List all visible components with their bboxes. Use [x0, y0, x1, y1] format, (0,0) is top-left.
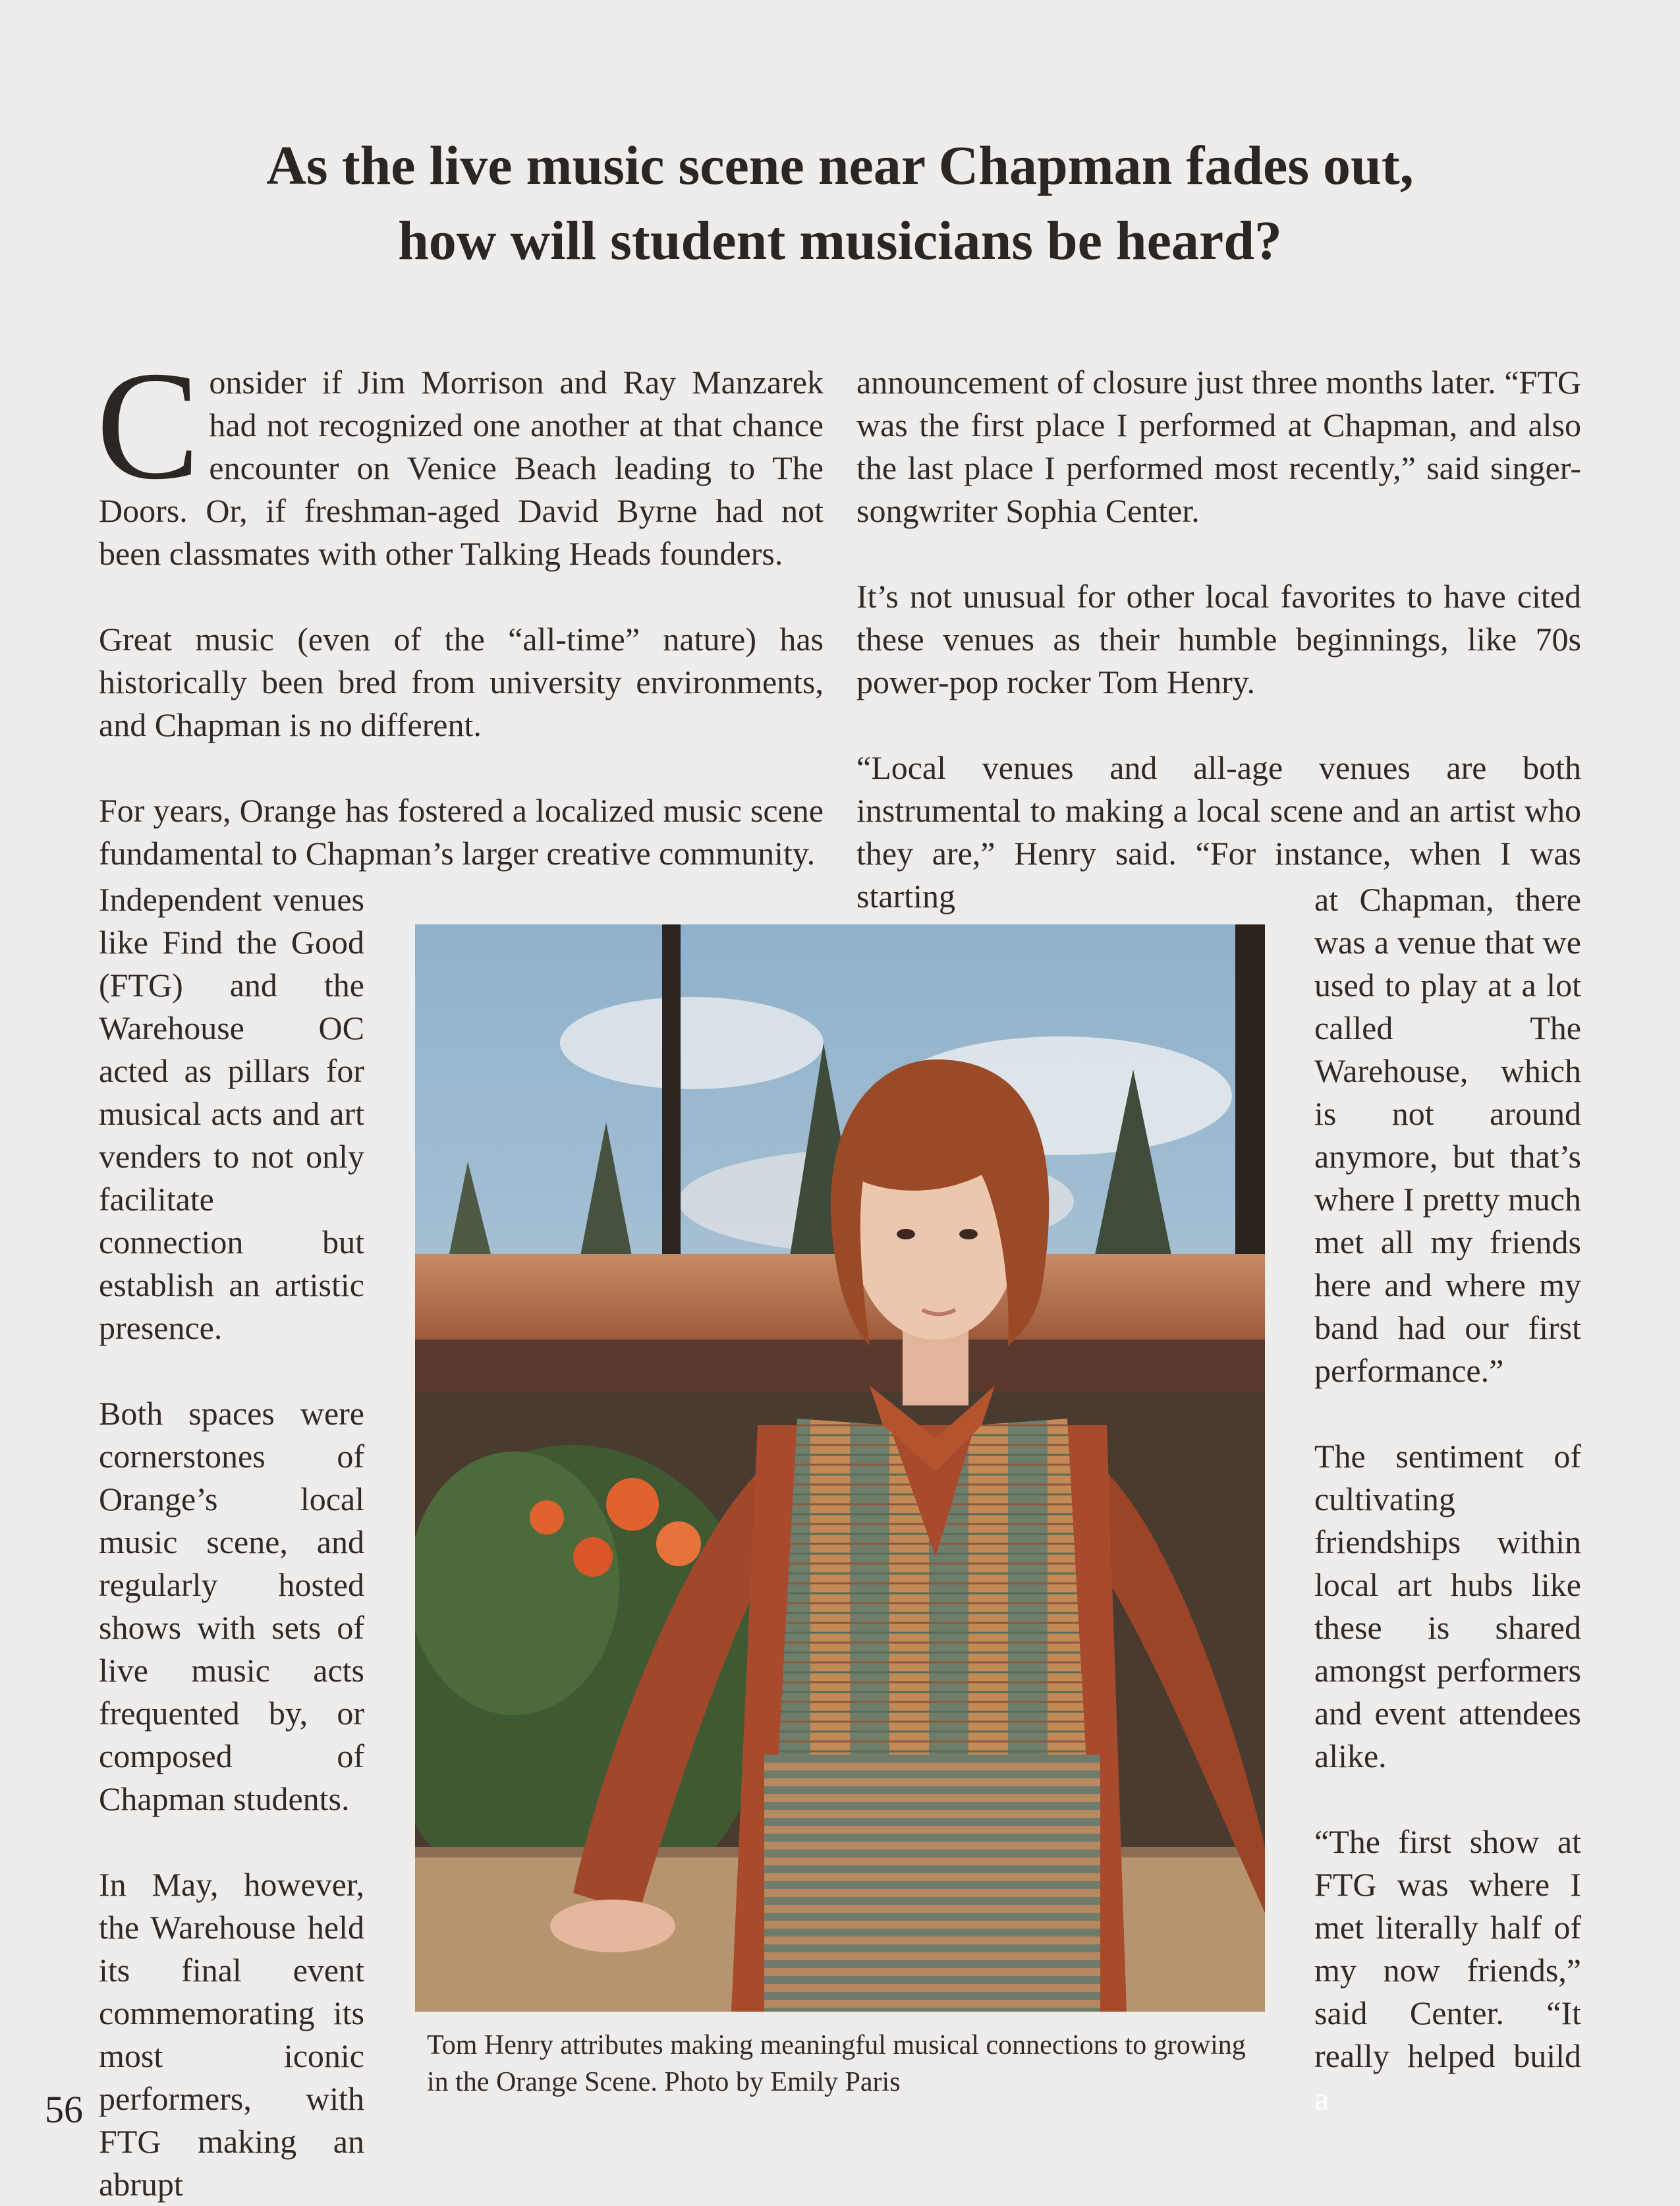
paragraph [96, 340, 824, 575]
headline-line-1: As the live music scene near Chapman fades out, [266, 135, 1414, 196]
paragraph [1314, 1821, 1581, 2120]
paragraph: Great music (even of the “all-time” nature) has historically been bred from university environments, and Chapman is no different. [99, 621, 824, 743]
paragraph: at Chapman, there was a venue that we used to play at a lot called The Warehouse, which is not around anymore, but that’s where I pretty much met all my friends here and where my band had our first performance.” [1314, 881, 1581, 1389]
headline [0, 128, 1680, 279]
paragraph-text: onsider if Jim Morrison and Ray Manzarek had not recognized one another at that chance encounter on Venice Beach leading to The Doors. Or, if freshman-aged David Byrne had not been classmates with other Talking Heads founders. [99, 364, 824, 572]
page-number: 56 [45, 2088, 83, 2131]
column-left-narrow [99, 878, 364, 2206]
portrait-photo [415, 924, 1265, 2012]
paragraph: The sentiment of cultivating friendships within local art hubs like these is shared amongst performers and event attendees alike. [1314, 1438, 1581, 1774]
paragraph: Both spaces were cornerstones of Orange’s local music scene, and regularly hosted shows with sets of live music acts frequented by, or composed of Chapman students. [99, 1395, 364, 1817]
paragraph: In May, however, the Warehouse held its final event commemorating its most iconic performers, with FTG making an abrupt [99, 1866, 364, 2203]
headline-line-2: how will student musicians be heard? [398, 210, 1282, 271]
paragraph: “Local venues and all-age venues are both instrumental to making a local scene and an artist who they are,” Henry said. “For instance, when I was starting [856, 749, 1581, 915]
paragraph: Independent venues like Find the Good (FTG) and the Warehouse OC acted as pillars for musical acts and art venders to not only facilitate connection but establish an artistic presence. [99, 881, 364, 1346]
paragraph: It’s not unusual for other local favorites to have cited these venues as their humble beginnings, like 70s power-pop rocker Tom Henry. [856, 578, 1581, 700]
paragraph-text: “The first show at FTG was where I met literally half of my now friends,” said Center. “It really helped build [1314, 1823, 1581, 2074]
drop-cap: C [96, 340, 200, 512]
column-1 [96, 340, 824, 875]
column-2 [856, 361, 1581, 918]
continuation-mark: a [1314, 2080, 1330, 2117]
column-right-narrow [1314, 878, 1581, 2120]
photo-caption: Tom Henry attributes making meaningful musical connections to growing in the Orange Scene. Photo by Emily Paris [427, 2030, 1246, 2097]
paragraph: announcement of closure just three months later. “FTG was the first place I performed at Chapman, and also the last place I performed most recently,” said singer-songwriter Sophia Center. [856, 364, 1581, 529]
paragraph: For years, Orange has fostered a localized music scene fundamental to Chapman’s larger creative community. [99, 792, 824, 872]
